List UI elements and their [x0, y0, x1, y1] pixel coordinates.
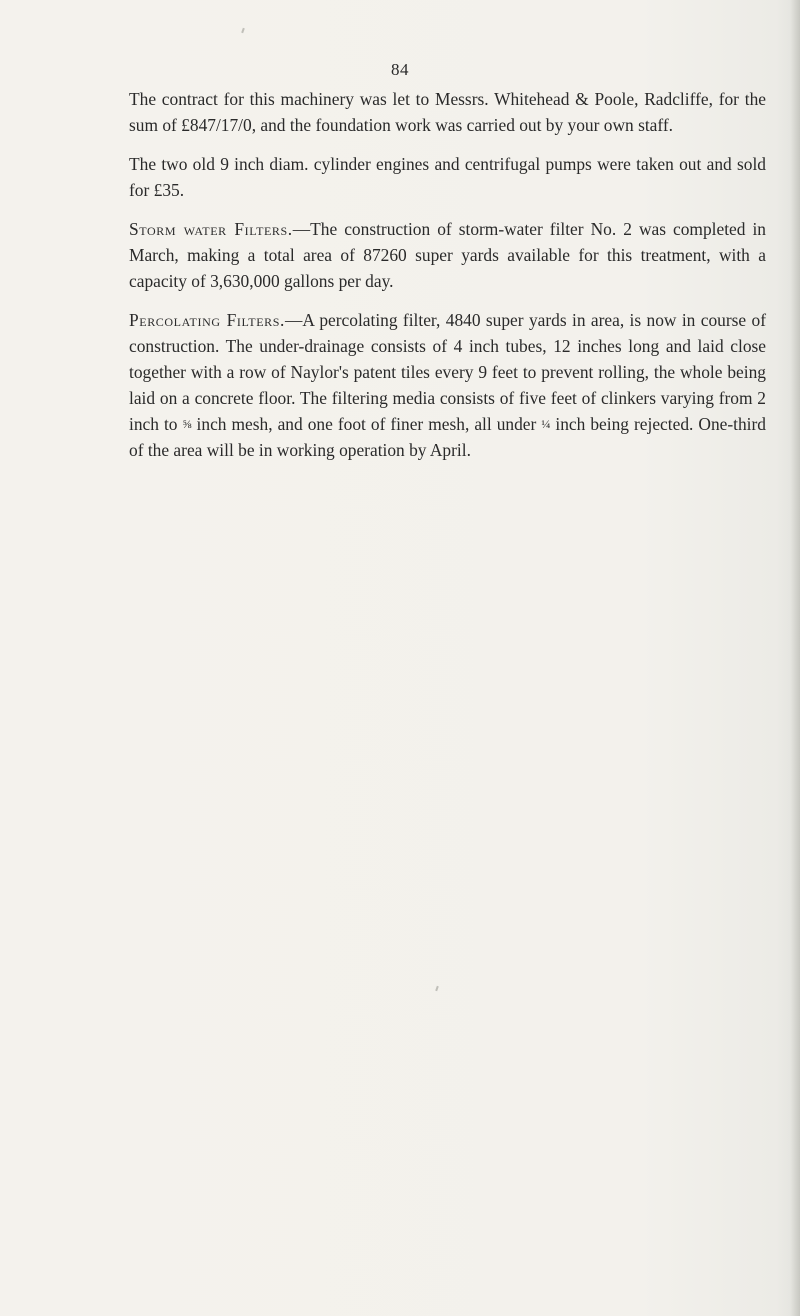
- page-edge-shadow: [790, 0, 800, 1316]
- paper-speck: [241, 28, 245, 33]
- paragraph-contract: [129, 86, 766, 138]
- paragraph-text: A percolating filter, 4840 super yards in area, is now in course of construction. The under-drainage consists of 4 inch tubes, 12 inches long and laid close together with a row of Naylor's patent tiles every 9 feet to prevent rolling, the whole being laid on a concrete floor. The filtering media consists of five feet of clinkers varying from 2 inch to: [129, 310, 766, 434]
- body-text: [129, 86, 766, 476]
- paragraph-storm-water-filters: [129, 216, 766, 294]
- fraction: ¼: [541, 417, 551, 431]
- paragraph-text: The two old 9 inch diam. cylinder engines and centrifugal pumps were taken out and sold for £35.: [129, 154, 766, 200]
- section-heading: Percolating Filters.: [129, 310, 285, 330]
- paragraph-text: The construction of storm-water filter No. 2 was completed in March, making a total area of 87260 super yards available for this treatment, with a capacity of 3,630,000 gallons per day.: [129, 219, 766, 291]
- heading-separator: —: [292, 219, 311, 239]
- paragraph-percolating-filters: [129, 307, 766, 463]
- paragraph-text: inch being rejected. One-third of the area will be in working operation by April.: [129, 414, 766, 460]
- paper-speck: [435, 986, 439, 991]
- page-number: 84: [391, 60, 409, 79]
- paragraph-engines: [129, 151, 766, 203]
- fraction: ⅝: [182, 417, 192, 431]
- paragraph-text: The contract for this machinery was let to Messrs. Whitehead & Poole, Radcliffe, for the sum of £847/17/0, and the foundation work was carried out by your own staff.: [129, 89, 766, 135]
- heading-separator: —: [284, 310, 303, 330]
- paragraph-text: inch mesh, and one foot of finer mesh, all under: [191, 414, 542, 434]
- section-heading: Storm water Filters.: [129, 219, 293, 239]
